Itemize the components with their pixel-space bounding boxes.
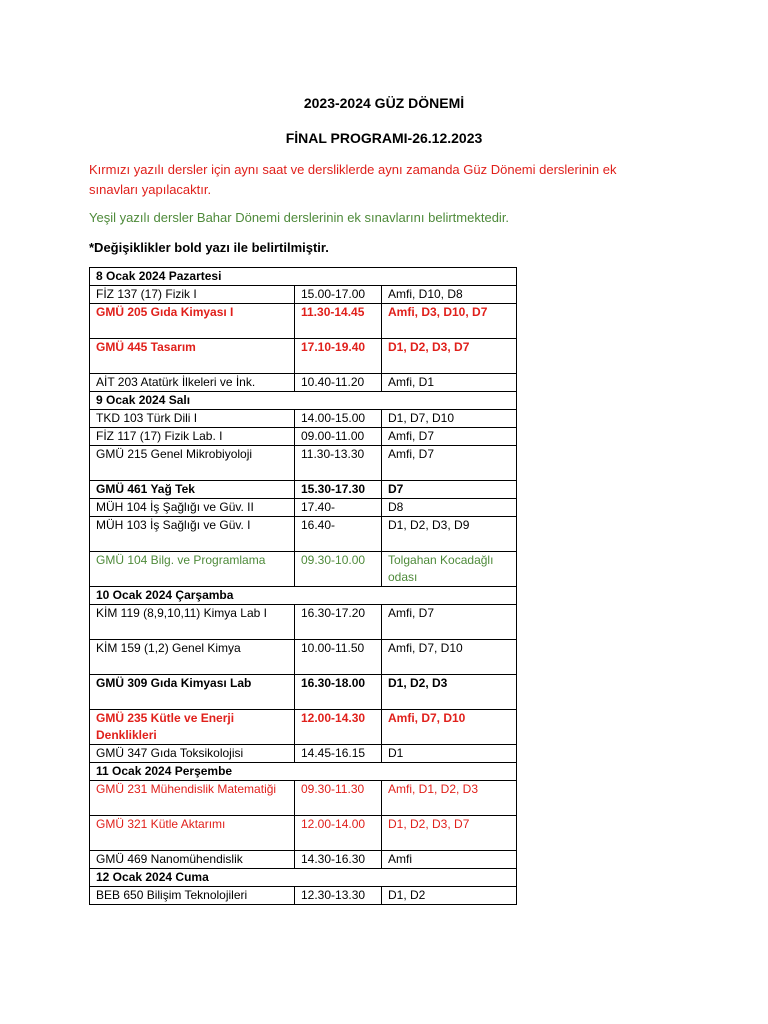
room-cell: Amfi	[382, 851, 517, 869]
time-cell: 15.30-17.30	[295, 481, 382, 499]
room-cell: Amfi, D10, D8	[382, 286, 517, 304]
day-header-row	[90, 763, 517, 781]
time-cell: 17.40-	[295, 499, 382, 517]
exam-row	[90, 517, 517, 552]
course-cell: GMÜ 445 Tasarım	[90, 339, 295, 374]
time-cell: 16.30-18.00	[295, 675, 382, 710]
time-cell: 15.00-17.00	[295, 286, 382, 304]
exam-row	[90, 710, 517, 745]
course-cell: GMÜ 461 Yağ Tek	[90, 481, 295, 499]
course-cell: BEB 650 Bilişim Teknolojileri	[90, 887, 295, 905]
time-cell: 14.00-15.00	[295, 410, 382, 428]
exam-row	[90, 640, 517, 675]
room-cell: Amfi, D7, D10	[382, 640, 517, 675]
day-header-row	[90, 587, 517, 605]
exam-schedule-table	[89, 267, 517, 905]
red-note: Kırmızı yazılı dersler için aynı saat ve dersliklerde aynı zamanda Güz Dönemi derslerinin ek sınavları yapılacaktır.	[89, 162, 617, 197]
exam-row	[90, 605, 517, 640]
day-header-row	[90, 268, 517, 286]
course-cell: GMÜ 309 Gıda Kimyası Lab	[90, 675, 295, 710]
room-cell: D1	[382, 745, 517, 763]
exam-row	[90, 410, 517, 428]
time-cell: 14.45-16.15	[295, 745, 382, 763]
exam-schedule-body	[90, 268, 517, 905]
room-cell: D1, D7, D10	[382, 410, 517, 428]
room-cell: Amfi, D7, D10	[382, 710, 517, 745]
exam-row	[90, 304, 517, 339]
time-cell: 09.30-10.00	[295, 552, 382, 587]
course-cell: GMÜ 205 Gıda Kimyası I	[90, 304, 295, 339]
course-cell: GMÜ 235 Kütle ve Enerji Denklikleri	[90, 710, 295, 745]
exam-row	[90, 816, 517, 851]
time-cell: 09.00-11.00	[295, 428, 382, 446]
day-label: 12 Ocak 2024 Cuma	[90, 869, 517, 887]
course-cell: GMÜ 469 Nanomühendislik	[90, 851, 295, 869]
course-cell: GMÜ 215 Genel Mikrobiyoloji	[90, 446, 295, 481]
time-cell: 14.30-16.30	[295, 851, 382, 869]
exam-row	[90, 552, 517, 587]
day-header-row	[90, 392, 517, 410]
course-cell: GMÜ 231 Mühendislik Matematiği	[90, 781, 295, 816]
course-cell: MÜH 104 İş Şağlığı ve Güv. II	[90, 499, 295, 517]
room-cell: Amfi, D1	[382, 374, 517, 392]
time-cell: 17.10-19.40	[295, 339, 382, 374]
exam-row	[90, 781, 517, 816]
room-cell: D1, D2, D3, D7	[382, 816, 517, 851]
room-cell: D7	[382, 481, 517, 499]
time-cell: 09.30-11.30	[295, 781, 382, 816]
time-cell: 11.30-13.30	[295, 446, 382, 481]
course-cell: AİT 203 Atatürk İlkeleri ve İnk.	[90, 374, 295, 392]
time-cell: 11.30-14.45	[295, 304, 382, 339]
course-cell: FİZ 117 (17) Fizik Lab. I	[90, 428, 295, 446]
time-cell: 10.00-11.50	[295, 640, 382, 675]
room-cell: D1, D2, D3, D7	[382, 339, 517, 374]
exam-row	[90, 339, 517, 374]
exam-row	[90, 675, 517, 710]
day-label: 9 Ocak 2024 Salı	[90, 392, 517, 410]
exam-row	[90, 887, 517, 905]
exam-row	[90, 745, 517, 763]
course-cell: KİM 119 (8,9,10,11) Kimya Lab I	[90, 605, 295, 640]
room-cell: Amfi, D3, D10, D7	[382, 304, 517, 339]
room-cell: Tolgahan Kocadağlı odası	[382, 552, 517, 587]
exam-row	[90, 428, 517, 446]
time-cell: 16.40-	[295, 517, 382, 552]
bold-note: *Değişiklikler bold yazı ile belirtilmiştir.	[89, 240, 329, 255]
page-title: 2023-2024 GÜZ DÖNEMİ	[303, 95, 465, 111]
time-cell: 16.30-17.20	[295, 605, 382, 640]
day-header-row	[90, 869, 517, 887]
time-cell: 10.40-11.20	[295, 374, 382, 392]
room-cell: D1, D2	[382, 887, 517, 905]
room-cell: Amfi, D7	[382, 428, 517, 446]
course-cell: KİM 159 (1,2) Genel Kimya	[90, 640, 295, 675]
room-cell: D1, D2, D3	[382, 675, 517, 710]
day-label: 8 Ocak 2024 Pazartesi	[90, 268, 517, 286]
course-cell: MÜH 103 İş Sağlığı ve Güv. I	[90, 517, 295, 552]
course-cell: GMÜ 347 Gıda Toksikolojisi	[90, 745, 295, 763]
room-cell: Amfi, D7	[382, 605, 517, 640]
exam-row	[90, 851, 517, 869]
room-cell: Amfi, D1, D2, D3	[382, 781, 517, 816]
course-cell: GMÜ 321 Kütle Aktarımı	[90, 816, 295, 851]
room-cell: Amfi, D7	[382, 446, 517, 481]
room-cell: D8	[382, 499, 517, 517]
exam-row	[90, 374, 517, 392]
exam-row	[90, 446, 517, 481]
course-cell: TKD 103 Türk Dili I	[90, 410, 295, 428]
exam-row	[90, 499, 517, 517]
time-cell: 12.00-14.30	[295, 710, 382, 745]
day-label: 11 Ocak 2024 Perşembe	[90, 763, 517, 781]
time-cell: 12.00-14.00	[295, 816, 382, 851]
course-cell: FİZ 137 (17) Fizik I	[90, 286, 295, 304]
exam-row	[90, 286, 517, 304]
room-cell: D1, D2, D3, D9	[382, 517, 517, 552]
day-label: 10 Ocak 2024 Çarşamba	[90, 587, 517, 605]
course-cell: GMÜ 104 Bilg. ve Programlama	[90, 552, 295, 587]
time-cell: 12.30-13.30	[295, 887, 382, 905]
exam-row	[90, 481, 517, 499]
green-note: Yeşil yazılı dersler Bahar Dönemi derslerinin ek sınavlarını belirtmektedir.	[89, 210, 510, 225]
page-subtitle: FİNAL PROGRAMI-26.12.2023	[285, 130, 483, 146]
